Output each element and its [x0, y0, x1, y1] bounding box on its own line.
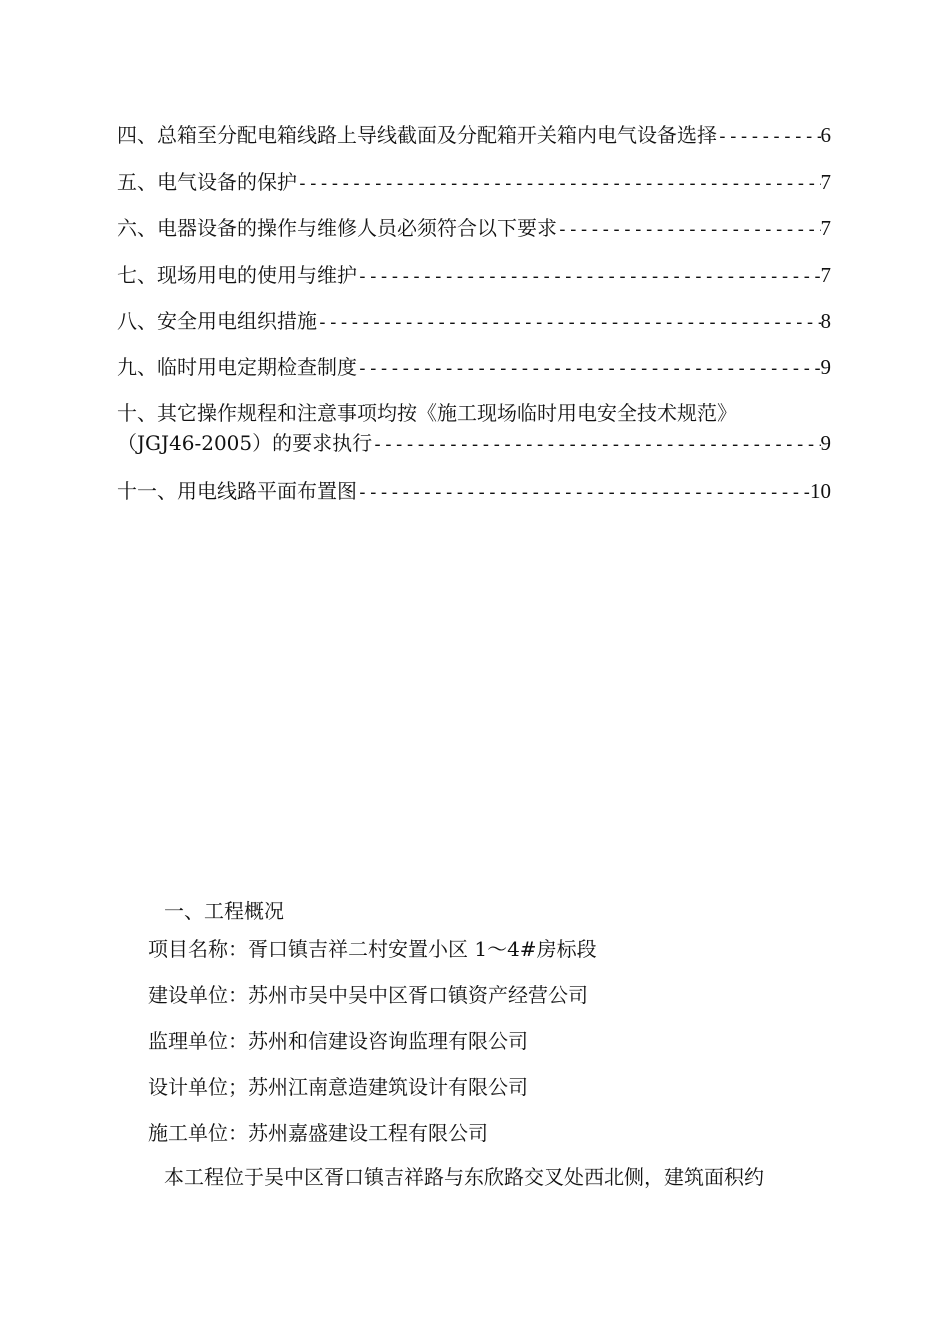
toc-entry-title: 六、电器设备的操作与维修人员必须符合以下要求 — [117, 216, 557, 240]
toc-leader-dashes — [357, 478, 810, 508]
toc-leader-dashes — [372, 430, 820, 460]
toc-entry-9[interactable] — [117, 352, 831, 384]
toc-entry-title: 七、现场用电的使用与维护 — [117, 263, 357, 287]
toc-page-number: 7 — [820, 170, 831, 194]
toc-page-number: 10 — [810, 479, 831, 503]
toc-entry-title: 十一、用电线路平面布置图 — [117, 479, 357, 503]
contractor-line: 施工单位：苏州嘉盛建设工程有限公司 — [148, 1121, 488, 1145]
toc-entry-5[interactable] — [117, 167, 831, 199]
overview-paragraph: 本工程位于吴中区胥口镇吉祥路与东欣路交叉处西北侧，建筑面积约 — [164, 1165, 764, 1189]
toc-page-number: 9 — [820, 431, 831, 455]
toc-leader-dashes — [557, 215, 821, 245]
toc-entry-11[interactable] — [117, 476, 831, 508]
toc-page-number: 6 — [820, 123, 831, 147]
section-heading: 一、工程概况 — [164, 899, 284, 923]
designer-line: 设计单位；苏州江南意造建筑设计有限公司 — [148, 1075, 528, 1099]
toc-leader-dashes — [357, 262, 821, 292]
toc-entry-4[interactable] — [117, 120, 831, 152]
toc-page-number: 7 — [820, 216, 831, 240]
project-name-line: 项目名称：胥口镇吉祥二村安置小区 1～4#房标段 — [148, 937, 597, 961]
supervisor-line: 监理单位：苏州和信建设咨询监理有限公司 — [148, 1029, 528, 1053]
toc-entry-title-line2: （JGJ46-2005）的要求执行 — [117, 431, 373, 455]
toc-leader-dashes — [297, 169, 821, 199]
toc-entry-6[interactable] — [117, 213, 831, 245]
toc-entry-title: 四、总箱至分配电箱线路上导线截面及分配箱开关箱内电气设备选择 — [117, 123, 717, 147]
toc-page-number: 8 — [820, 309, 831, 333]
toc-entry-title: 八、安全用电组织措施 — [117, 309, 317, 333]
toc-leader-dashes — [317, 308, 821, 338]
toc-entry-title: 五、电气设备的保护 — [117, 170, 297, 194]
toc-entry-8[interactable] — [117, 306, 831, 338]
toc-entry-title: 九、临时用电定期检查制度 — [117, 355, 357, 379]
toc-entry-10[interactable] — [117, 398, 831, 460]
toc-page-number: 9 — [820, 355, 831, 379]
builder-line: 建设单位：苏州市吴中吴中区胥口镇资产经营公司 — [148, 983, 588, 1007]
toc-leader-dashes — [717, 122, 821, 152]
toc-entry-title-line1: 十、其它操作规程和注意事项均按《施工现场临时用电安全技术规范》 — [117, 401, 737, 425]
toc-leader-dashes — [357, 354, 821, 384]
toc-entry-7[interactable] — [117, 260, 831, 292]
toc-page-number: 7 — [820, 263, 831, 287]
